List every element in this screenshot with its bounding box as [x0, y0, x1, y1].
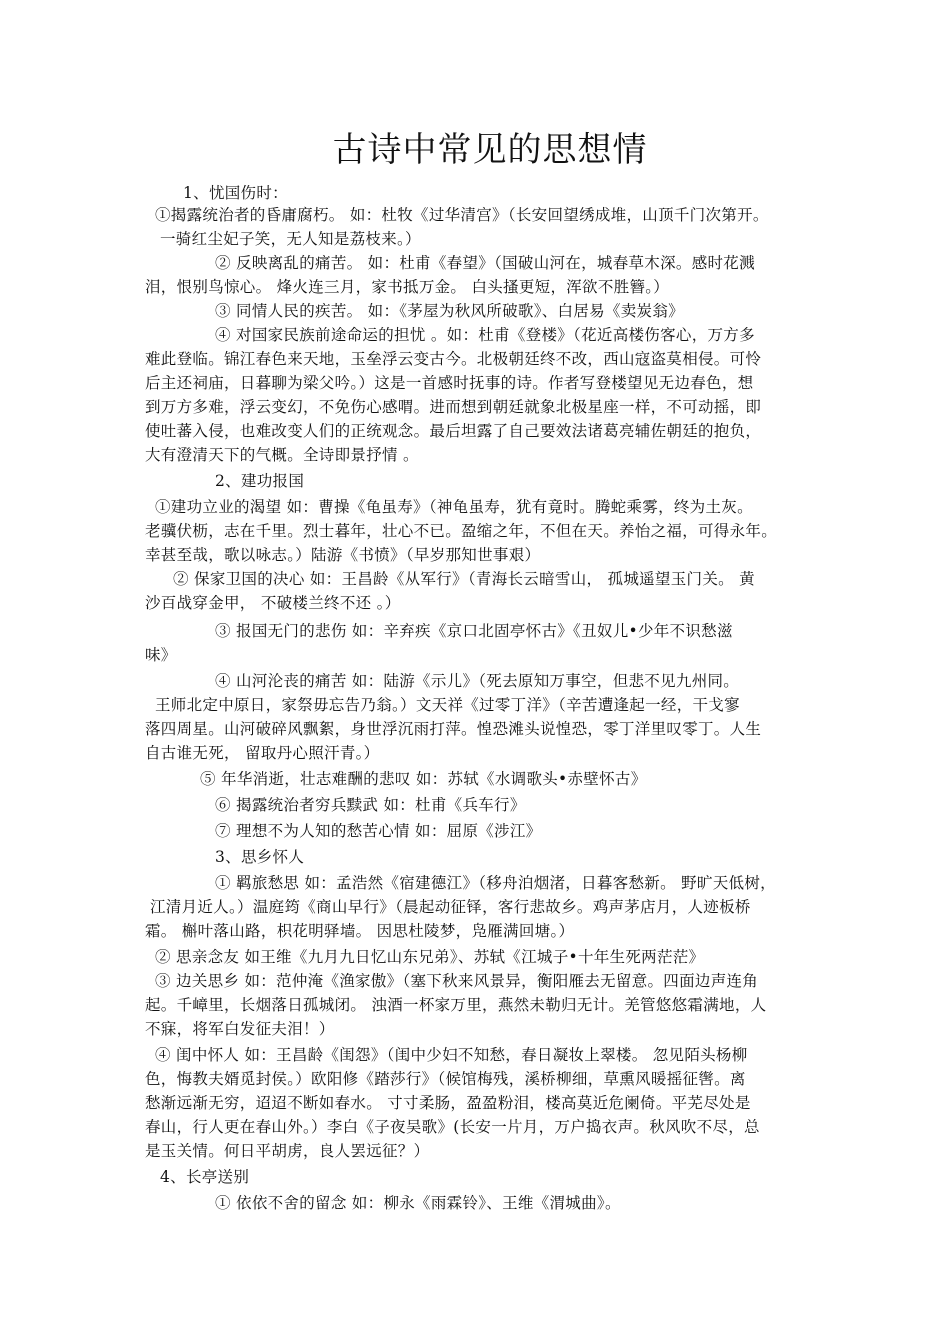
text-line: 是玉关情。何日平胡虏，良人罢远征？）	[145, 1142, 430, 1160]
text-line: 自古谁无死， 留取丹心照汗青。）	[145, 744, 380, 762]
text-line: ① 羁旅愁思 如：孟浩然《宿建德江》（移舟泊烟渚，日暮客愁新。 野旷天低树，	[215, 874, 776, 892]
page-title: 古诗中常见的思想情	[332, 130, 648, 170]
text-line: ④ 山河沦丧的痛苦 如：陆游《示儿》（死去原知万事空，但悲不见九州同。	[215, 672, 740, 690]
text-line: ③ 报国无门的悲伤 如：辛弃疾《京口北固亭怀古》《丑奴儿•少年不识愁滋	[215, 622, 733, 640]
text-line: 王师北定中原日，家祭毋忘告乃翁。）文天祥《过零丁洋》（辛苦遭逢起一经，干戈寥	[155, 696, 740, 714]
text-line: 春山，行人更在春山外。）李白《子夜吴歌》(长安一片月，万户捣衣声。秋风吹不尽，总	[145, 1118, 760, 1136]
text-line: ③ 同情人民的疾苦。 如：《茅屋为秋风所破歌》、白居易《卖炭翁》	[215, 302, 684, 320]
text-line: 难此登临。锦江春色来天地，玉垒浮云变古今。北极朝廷终不改，西山寇盗莫相侵。可怜	[145, 350, 762, 368]
text-line: ⑥ 揭露统治者穷兵黩武 如：杜甫《兵车行》	[215, 796, 526, 814]
text-line: 不寐，将军白发征夫泪！）	[145, 1020, 335, 1038]
text-line: 江清月近人。）温庭筠《商山早行》（晨起动征铎，客行悲故乡。鸡声茅店月，人迹板桥	[150, 898, 751, 916]
text-line: ② 反映离乱的痛苦。 如：杜甫《春望》（国破山河在，城春草木深。感时花溅	[215, 254, 755, 272]
text-line: ①建功立业的渴望 如：曹操《龟虽寿》（神龟虽寿，犹有竟时。腾蛇乘雾，终为土灰。	[155, 498, 753, 516]
text-line: 到万方多难，浮云变幻，不免伤心感喟。进而想到朝廷就象北极星座一样，不可动摇，即	[145, 398, 762, 416]
text-line: 味》	[145, 646, 177, 664]
text-line: 色，悔教夫婿觅封侯。）欧阳修《踏莎行》（候馆梅残，溪桥柳细，草熏风暖摇征辔。离	[145, 1070, 746, 1088]
text-line: 使吐蕃入侵，也难改变人们的正统观念。最后坦露了自己要效法诸葛亮辅佐朝廷的抱负，	[145, 422, 762, 440]
text-line: ④ 闺中怀人 如：王昌龄《闺怨》（闺中少妇不知愁，春日凝妆上翠楼。 忽见陌头杨柳	[155, 1046, 748, 1064]
text-line: 后主还祠庙，日暮聊为梁父吟。）这是一首感时抚事的诗。作者写登楼望见无边春色，想	[145, 374, 754, 392]
text-line: ①揭露统治者的昏庸腐朽。 如：杜牧《过华清宫》（长安回望绣成堆，山顶千门次第开。	[155, 206, 769, 224]
text-line: 愁渐远渐无穷，迢迢不断如春水。 寸寸柔肠，盈盈粉泪，楼高莫近危阑倚。平芜尽处是	[145, 1094, 751, 1112]
text-line: ③ 边关思乡 如：范仲淹《渔家傲》（塞下秋来风景异，衡阳雁去无留意。四面边声连角	[155, 972, 759, 990]
text-line: ② 思亲念友 如王维《九月九日忆山东兄弟》、苏轼《江城子•十年生死两茫茫》	[155, 948, 705, 966]
section-heading: 1、忧国伤时：	[183, 184, 288, 202]
text-line: ⑦ 理想不为人知的愁苦心情 如：屈原《涉江》	[215, 822, 542, 840]
section-heading: 2、建功报国	[215, 472, 305, 490]
text-line: ① 依依不舍的留念 如：柳永《雨霖铃》、王维《渭城曲》。	[215, 1194, 621, 1212]
text-line: ② 保家卫国的决心 如：王昌龄《从军行》（青海长云暗雪山， 孤城遥望玉门关。 黄	[173, 570, 755, 588]
text-line: 幸甚至哉，歌以咏志。）陆游《书愤》（早岁那知世事艰）	[145, 546, 541, 564]
text-line: 落四周星。山河破碎风飘絮，身世浮沉雨打萍。惶恐滩头说惶恐，零丁洋里叹零丁。人生	[145, 720, 762, 738]
text-line: 泪，恨别鸟惊心。 烽火连三月，家书抵万金。 白头搔更短，浑欲不胜簪。）	[145, 278, 670, 296]
section-heading: 4、长亭送别	[160, 1168, 250, 1186]
section-heading: 3、思乡怀人	[215, 848, 305, 866]
text-line: 起。千嶂里，长烟落日孤城闭。 浊酒一杯家万里，燕然未勒归无计。羌管悠悠霜满地，人	[145, 996, 767, 1014]
text-line: 老骥伏枥，志在千里。烈士暮年，壮心不已。盈缩之年，不但在天。养怡之福，可得永年。	[145, 522, 778, 540]
text-line: 霜。 槲叶落山路，枳花明驿墙。 因思杜陵梦，凫雁满回塘。）	[145, 922, 575, 940]
text-line: 大有澄清天下的气概。全诗即景抒情 。	[145, 446, 419, 464]
text-line: ④ 对国家民族前途命运的担忧 。如：杜甫《登楼》（花近高楼伤客心，万方多	[215, 326, 755, 344]
text-line: 一骑红尘妃子笑，无人知是荔枝来。）	[160, 230, 421, 248]
text-line: ⑤ 年华消逝，壮志难酬的悲叹 如：苏轼《水调歌头•赤壁怀古》	[200, 770, 647, 788]
text-line: 沙百战穿金甲， 不破楼兰终不还 。）	[145, 594, 401, 612]
